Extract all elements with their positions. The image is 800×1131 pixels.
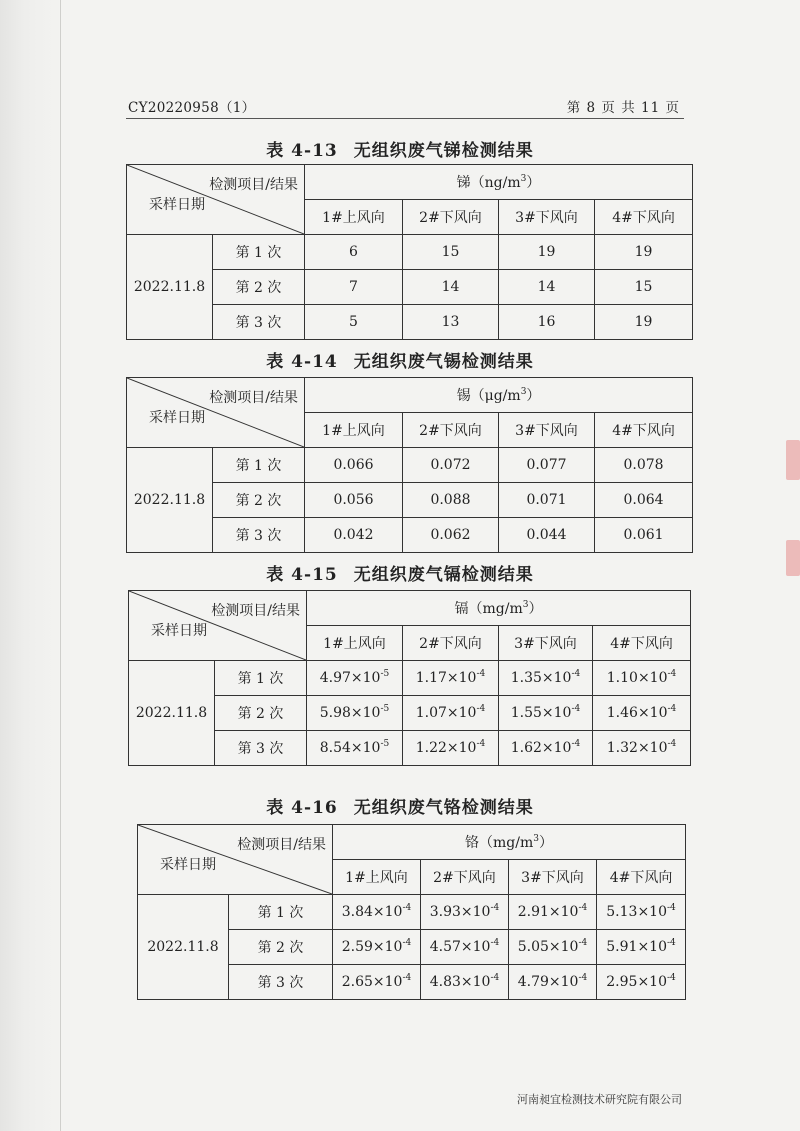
value-cell: $1.46\times 10^{-4}$ <box>593 696 691 731</box>
value-cell: 0.066 <box>305 448 403 483</box>
element-name: 锑 <box>456 175 471 191</box>
direction-header-cell: 3#下风向 <box>509 860 597 895</box>
value-cell: $5.05\times 10^{-4}$ <box>509 930 597 965</box>
value-cell: 0.078 <box>595 448 693 483</box>
value-cell: 14 <box>403 270 499 305</box>
value-cell: $5.13\times 10^{-4}$ <box>597 895 686 930</box>
unit: mg/m <box>493 835 534 851</box>
value-cell: 0.088 <box>403 483 499 518</box>
value-cell: 0.071 <box>499 483 595 518</box>
document-number: CY20220958（1） <box>128 100 256 116</box>
run-label-cell: 第 1 次 <box>215 661 307 696</box>
element-unit-header: 铬$(mg/m^3)$ <box>333 825 686 860</box>
run-label-cell: 第 1 次 <box>213 235 305 270</box>
direction-header-cell: 4#下风向 <box>597 860 686 895</box>
direction-header-cell: 3#下风向 <box>499 626 593 661</box>
direction-header-cell: 1#上风向 <box>333 860 421 895</box>
item-result-label: 检测项目/结果 <box>209 390 298 406</box>
direction-header-cell: 2#下风向 <box>421 860 509 895</box>
table-header-row <box>129 591 691 626</box>
direction-header-cell: 2#下风向 <box>403 200 499 235</box>
table-header-row <box>127 378 693 413</box>
sampling-date-cell: 2022.11.8 <box>129 661 215 766</box>
run-label-cell: 第 1 次 <box>229 895 333 930</box>
page-number: 第 8 页 共 11 页 <box>566 100 680 116</box>
direction-header-cell: 4#下风向 <box>593 626 691 661</box>
page-header <box>126 94 684 119</box>
value-cell: $1.17\times 10^{-4}$ <box>403 661 499 696</box>
table-title: 表 4-13 无组织废气锑检测结果 <box>266 141 534 161</box>
value-cell: 0.072 <box>403 448 499 483</box>
value-cell: 6 <box>305 235 403 270</box>
value-cell: $1.62\times 10^{-4}$ <box>499 731 593 766</box>
value-cell: $4.83\times 10^{-4}$ <box>421 965 509 1000</box>
value-cell: $4.57\times 10^{-4}$ <box>421 930 509 965</box>
element-name: 锡 <box>456 388 471 404</box>
value-cell: $1.10\times 10^{-4}$ <box>593 661 691 696</box>
run-label-cell: 第 2 次 <box>213 483 305 518</box>
sampling-date-label: 采样日期 <box>151 623 207 639</box>
sampling-date-cell: 2022.11.8 <box>127 448 213 553</box>
diagonal-header-cell <box>127 165 305 235</box>
table-row <box>138 895 686 930</box>
run-label-cell: 第 3 次 <box>229 965 333 1000</box>
table-title: 表 4-14 无组织废气锡检测结果 <box>266 352 534 372</box>
value-cell: $1.07\times 10^{-4}$ <box>403 696 499 731</box>
diagonal-header-cell <box>127 378 305 448</box>
table-row <box>127 235 693 270</box>
run-label-cell: 第 3 次 <box>213 518 305 553</box>
value-cell: 0.042 <box>305 518 403 553</box>
value-cell: 0.044 <box>499 518 595 553</box>
diagonal-header-cell <box>138 825 333 895</box>
result-table <box>126 164 693 340</box>
value-cell: $2.95\times 10^{-4}$ <box>597 965 686 1000</box>
value-cell: 15 <box>403 235 499 270</box>
direction-header-cell: 4#下风向 <box>595 200 693 235</box>
element-name: 铬 <box>465 835 480 851</box>
value-cell: $4.97\times 10^{-5}$ <box>307 661 403 696</box>
value-cell: $1.32\times 10^{-4}$ <box>593 731 691 766</box>
value-cell: 19 <box>499 235 595 270</box>
direction-header-cell: 1#上风向 <box>305 413 403 448</box>
value-cell: $5.91\times 10^{-4}$ <box>597 930 686 965</box>
run-label-cell: 第 2 次 <box>215 696 307 731</box>
unit: ng/m <box>484 175 521 191</box>
value-cell: 14 <box>499 270 595 305</box>
run-label-cell: 第 3 次 <box>215 731 307 766</box>
run-label-cell: 第 2 次 <box>213 270 305 305</box>
table-title: 表 4-15 无组织废气镉检测结果 <box>266 565 534 585</box>
value-cell: 7 <box>305 270 403 305</box>
value-cell: $2.91\times 10^{-4}$ <box>509 895 597 930</box>
element-unit-header: 锡$(\mu g/m^3)$ <box>305 378 693 413</box>
result-table <box>128 590 691 766</box>
element-name: 镉 <box>454 601 469 617</box>
value-cell: $1.35\times 10^{-4}$ <box>499 661 593 696</box>
result-table <box>137 824 686 1000</box>
value-cell: $3.84\times 10^{-4}$ <box>333 895 421 930</box>
item-result-label: 检测项目/结果 <box>209 177 298 193</box>
direction-header-cell: 2#下风向 <box>403 626 499 661</box>
item-result-label: 检测项目/结果 <box>237 837 326 853</box>
element-unit-header: 锑$(ng/m^3)$ <box>305 165 693 200</box>
direction-header-cell: 3#下风向 <box>499 200 595 235</box>
value-cell: $1.22\times 10^{-4}$ <box>403 731 499 766</box>
company-name: 河南昶宜检测技术研究院有限公司 <box>517 1093 682 1106</box>
direction-header-cell: 4#下风向 <box>595 413 693 448</box>
diagonal-header-cell <box>129 591 307 661</box>
value-cell: 0.061 <box>595 518 693 553</box>
item-result-label: 检测项目/结果 <box>211 603 300 619</box>
sampling-date-label: 采样日期 <box>149 197 205 213</box>
run-label-cell: 第 1 次 <box>213 448 305 483</box>
element-unit-header: 镉$(mg/m^3)$ <box>307 591 691 626</box>
value-cell: 15 <box>595 270 693 305</box>
run-label-cell: 第 3 次 <box>213 305 305 340</box>
seal-fragment <box>786 440 800 480</box>
value-cell: $5.98\times 10^{-5}$ <box>307 696 403 731</box>
direction-header-cell: 1#上风向 <box>307 626 403 661</box>
table-title: 表 4-16 无组织废气铬检测结果 <box>266 798 534 818</box>
value-cell: $4.79\times 10^{-4}$ <box>509 965 597 1000</box>
table-row <box>129 661 691 696</box>
value-cell: 0.062 <box>403 518 499 553</box>
result-table <box>126 377 693 553</box>
table-row <box>127 448 693 483</box>
value-cell: 5 <box>305 305 403 340</box>
sampling-date-cell: 2022.11.8 <box>138 895 229 1000</box>
sampling-date-label: 采样日期 <box>149 410 205 426</box>
value-cell: 13 <box>403 305 499 340</box>
value-cell: 0.064 <box>595 483 693 518</box>
value-cell: $1.55\times 10^{-4}$ <box>499 696 593 731</box>
unit: μg/m <box>484 388 521 404</box>
value-cell: 0.077 <box>499 448 595 483</box>
unit: mg/m <box>482 601 523 617</box>
direction-header-cell: 2#下风向 <box>403 413 499 448</box>
direction-header-cell: 1#上风向 <box>305 200 403 235</box>
value-cell: 19 <box>595 305 693 340</box>
table-header-row <box>127 165 693 200</box>
sampling-date-cell: 2022.11.8 <box>127 235 213 340</box>
value-cell: 16 <box>499 305 595 340</box>
sampling-date-label: 采样日期 <box>160 857 216 873</box>
table-header-row <box>138 825 686 860</box>
run-label-cell: 第 2 次 <box>229 930 333 965</box>
value-cell: $8.54\times 10^{-5}$ <box>307 731 403 766</box>
value-cell: $3.93\times 10^{-4}$ <box>421 895 509 930</box>
direction-header-cell: 3#下风向 <box>499 413 595 448</box>
value-cell: 0.056 <box>305 483 403 518</box>
value-cell: $2.59\times 10^{-4}$ <box>333 930 421 965</box>
value-cell: 19 <box>595 235 693 270</box>
value-cell: $2.65\times 10^{-4}$ <box>333 965 421 1000</box>
